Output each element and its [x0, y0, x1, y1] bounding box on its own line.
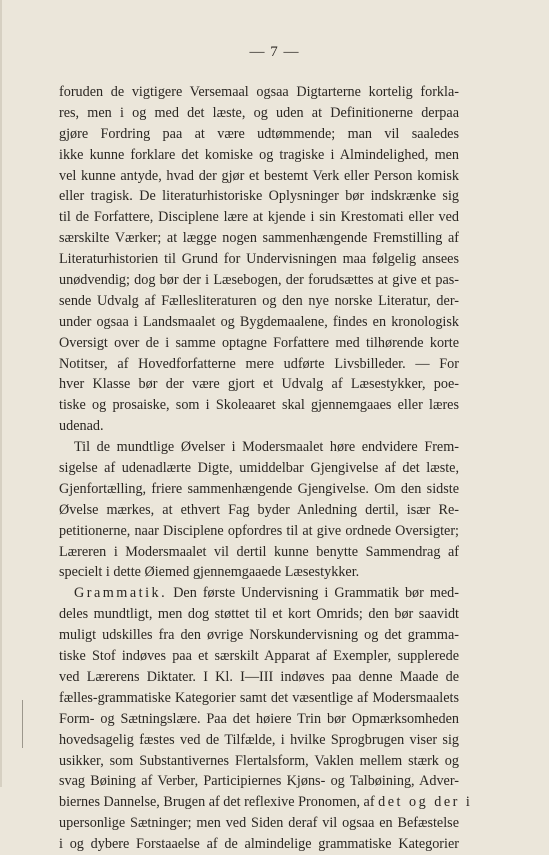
text-line: petitionerne, naar Disciplene opfordres til at give ordnede Oversigter;: [59, 522, 459, 539]
text-line: fælles-grammatiske Kategorier samt det væsentlige af Modersmaalets: [59, 689, 459, 706]
text-line: ved Lærerens Diktater. I Kl. I—III indøves paa denne Maade de: [59, 668, 459, 685]
spaced-heading-grammatik: Grammatik.: [74, 585, 168, 602]
text-line: ikke kunne forklare det komiske og tragiske i Almindelighed, men: [59, 146, 459, 163]
text-line: vel kunne antyde, hvad der gjør et bestemt Verk eller Person komisk: [59, 167, 459, 184]
text-line: særskilte Værker; at lægge nogen sammenhængende Fremstilling af: [59, 230, 459, 247]
page-edge: [0, 0, 2, 787]
text-line: upersonlige Sætninger; men ved Siden deraf vil ogsaa en Befæstelse: [59, 815, 459, 832]
page-number: — 7 —: [249, 44, 300, 60]
text-line: under ogsaa i Landsmaalet og Bygdemaalene, findes en kronologisk: [59, 313, 459, 330]
text-line: Form- og Sætningslære. Paa det høiere Trin bør Opmærksomheden: [59, 710, 459, 727]
text-line: muligt udskilles fra den øvrige Norskundervisning og det gramma-: [59, 627, 459, 644]
text-line: udenad.: [59, 418, 104, 435]
spaced-words-det-og-der-i: det og der i: [378, 794, 473, 811]
text-line: til de Forfattere, Disciplene lære at kjende i sin Krestomati eller ved: [59, 209, 459, 226]
text-line: foruden de vigtigere Versemaal ogsaa Digtarterne kortelig forkla-: [59, 84, 459, 100]
text-line: [59, 583, 459, 604]
text-line: eller tragisk. De literaturhistoriske Oplysninger bør indskrænke sig: [59, 188, 459, 205]
text-line-rest: Den første Undervisning i Grammatik bør med-: [173, 585, 460, 602]
text-line: usikker, som Substantivernes Flertalsform, Vaklen mellem stærk og: [59, 752, 459, 769]
text-line: gjøre Fordring paa at være udtømmende; man vil saaledes: [59, 125, 459, 142]
text-line: hovedsagelig fæstes ved de Tilfælde, i hvilke Sprogbrugen viser sig: [59, 731, 459, 748]
text-line: hver Klasse bør der være gjort et Udvalg af Læsestykker, poe-: [59, 376, 459, 393]
text-line: Læreren i Modersmaalet vil dertil kunne benytte Sammendrag af: [59, 543, 459, 560]
text-line: Notitser, af Hovedforfatterne mere udførte Livsbilleder. — For: [59, 355, 459, 372]
text-line-start: biernes Dannelse, Brugen af det reflexive Pronomen, af: [59, 794, 375, 811]
scan-mark: [2, 700, 23, 748]
text-line: sende Udvalg af Fællesliteraturen og den nye norske Literatur, der-: [59, 292, 459, 309]
text-line: res, men i og med det læste, og uden at Definitionerne derpaa: [59, 104, 459, 121]
text-line: Gjenfortælling, friere sammenhængende Gjengivelse. Om den sidste: [59, 480, 459, 497]
text-line: specielt i dette Øiemed gjennemgaaede Læsestykker.: [59, 564, 360, 581]
text-line: Oversigt over de i samme optagne Forfattere med tilhørende korte: [59, 334, 459, 351]
text-line: Øvelse mærkes, at ethvert Fag byder Anledning dertil, især Re-: [59, 501, 459, 518]
text-line: Til de mundtlige Øvelser i Modersmaalet høre endvidere Frem-: [74, 439, 459, 456]
text-line: sigelse af udenadlærte Digte, umiddelbar Gjengivelse af det læste,: [59, 460, 459, 477]
text-line: unødvendig; dog bør der i Læsebogen, der forudsættes at give et pas-: [59, 272, 459, 289]
text-line: [59, 792, 473, 813]
text-line: tiske og prosaiske, som i Skoleaaret skal gjennemgaaes eller læres: [59, 397, 459, 414]
text-line: Literaturhistorien til Grund for Undervisningen maa følgelig ansees: [59, 251, 459, 268]
text-line: deles mundtligt, men dog støttet til et kort Omrids; den bør saavidt: [59, 606, 459, 623]
text-line: svag Bøining af Verber, Participiernes Kjøns- og Talbøining, Adver-: [59, 773, 459, 790]
text-line: tiske Stof indøves paa et særskilt Apparat af Exempler, supplerede: [59, 648, 459, 665]
body-text: [59, 82, 473, 855]
text-line: i og dybere Forstaaelse af de almindelige grammatiske Kategorier: [59, 836, 459, 853]
